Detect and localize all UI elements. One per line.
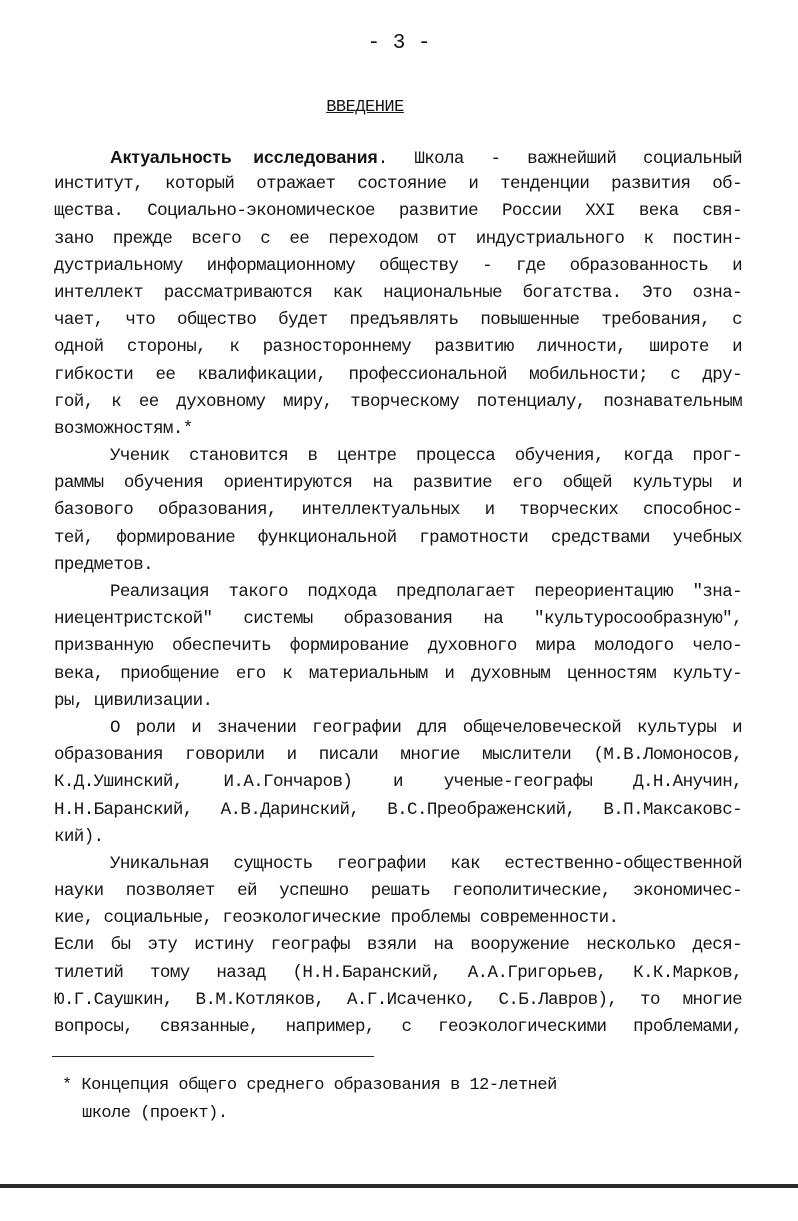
paragraph-line: гой, к ее духовному миру, творческому потенциалу, познавательным [54, 391, 742, 412]
paragraph-line: одной стороны, к разностороннему развитию личности, широте и [54, 337, 742, 358]
paragraph-line: возможностям.* [54, 418, 193, 439]
paragraph-line: образования говорили и писали многие мыслители (М.В.Ломоносов, [54, 745, 742, 766]
paragraph-line: зано прежде всего с ее переходом от индустриального к постин- [54, 228, 742, 249]
paragraph-line: века, приобщение его к материальным и духовным ценностям культу- [54, 663, 742, 684]
paragraph-line: К.Д.Ушинский, И.А.Гончаров) и ученые-географы Д.Н.Анучин, [54, 772, 742, 793]
paragraph-line: Если бы эту истину географы взяли на вооружение несколько деся- [54, 935, 742, 956]
paragraph-line: тей, формирование функциональной грамотности средствами учебных [54, 527, 742, 548]
paragraph-line: раммы обучения ориентируются на развитие его общей культуры и [54, 473, 742, 494]
paragraph-line: ниецентристской" системы образования на "культуросообразную", [54, 609, 742, 630]
footnote-divider [52, 1056, 374, 1057]
paragraph-line: Ю.Г.Саушкин, В.М.Котляков, А.Г.Исаченко, С.Б.Лавров), то многие [54, 989, 742, 1010]
paragraph-line: Уникальная сущность географии как естественно-общественной [110, 853, 742, 874]
paragraph-line: щества. Социально-экономическое развитие России XXI века свя- [54, 201, 742, 222]
paragraph-line: кий). [54, 826, 104, 847]
paragraph-line: гибкости ее квалификации, профессиональной мобильности; с дру- [54, 364, 742, 385]
body-text [54, 144, 742, 1041]
paragraph-line: призванную обеспечить формирование духовного мира молодого чело- [54, 636, 742, 657]
paragraph-line: О роли и значении географии для общечеловеческой культуры и [110, 717, 742, 738]
footnote-line: школе (проект). [82, 1104, 228, 1123]
paragraph-line: предметов. [54, 554, 154, 575]
section-heading: ВВЕДЕНИЕ [326, 98, 404, 117]
footnote-line: * Концепция общего среднего образования в 12-летней [62, 1076, 557, 1095]
page-bottom-edge [0, 1184, 798, 1188]
footnote [62, 1072, 557, 1128]
paragraph-line: дустриальному информационному обществу - где образованность и [54, 255, 742, 276]
paragraph-line: вопросы, связанные, например, с геоэкологическими проблемами, [54, 1017, 742, 1037]
paragraph-line: базового образования, интеллектуальных и творческих способнос- [54, 500, 742, 521]
paragraph-line: науки позволяет ей успешно решать геополитические, экономичес- [54, 881, 742, 902]
paragraph-line: тилетий тому назад (Н.Н.Баранский, А.А.Григорьев, К.К.Марков, [54, 962, 742, 983]
paragraph-line: Ученик становится в центре процесса обучения, когда прог- [110, 446, 742, 467]
paragraph-line: институт, который отражает состояние и тенденции развития об- [54, 174, 742, 195]
page-number: - 3 - [367, 32, 431, 55]
paragraph-line: Н.Н.Баранский, А.В.Даринский, В.С.Преображенский, В.П.Максаковс- [54, 799, 742, 820]
paragraph-line: интеллект рассматриваются как национальные богатства. Это озна- [54, 282, 742, 303]
paragraph-line: ры, цивилизации. [54, 690, 213, 711]
paragraph-line: кие, социальные, геоэкологические проблемы современности. [54, 908, 619, 929]
paragraph-line: Реализация такого подхода предполагает переориентацию "зна- [110, 582, 742, 602]
paragraph-line: чает, что общество будет предъявлять повышенные требования, с [54, 310, 742, 331]
paragraph-line [54, 144, 742, 171]
lead-in-bold: Актуальность исследования [110, 147, 378, 167]
line-text: . Школа - важнейший социальный [377, 149, 742, 169]
